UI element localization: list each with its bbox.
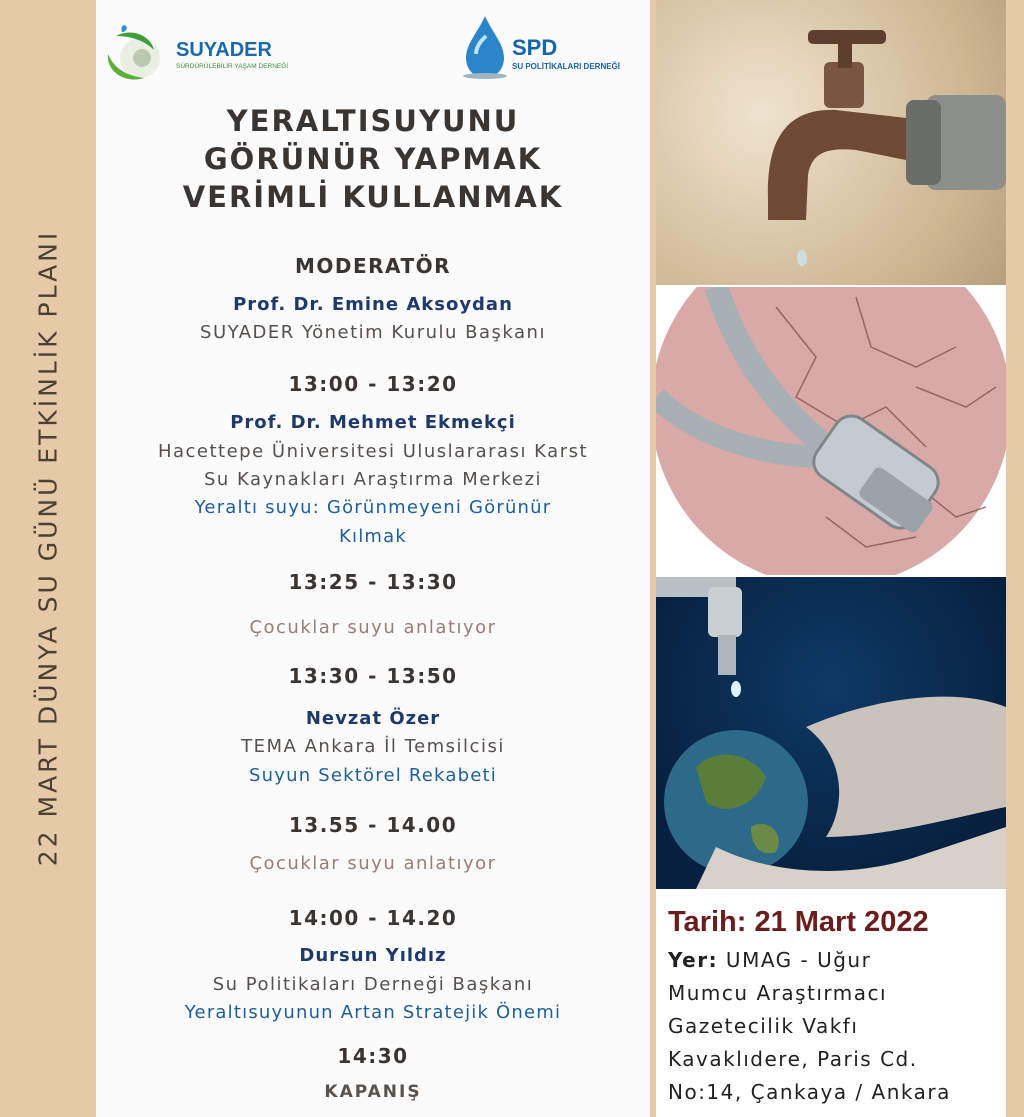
event-venue [668,944,951,1109]
suyader-name: SUYADER [176,39,272,61]
side-title: 22 MART DÜNYA SU GÜNÜ ETKİNLİK PLANI [33,229,63,867]
talk-topic: Kılmak [339,526,407,547]
moderator-name: Prof. Dr. Emine Aksoydan [233,294,513,315]
closing-label: KAPANIŞ [324,1082,422,1102]
talk-topic: Yeraltı suyu: Görünmeyeni Görünür [194,497,552,518]
session-time: 13:30 - 13:50 [288,664,458,688]
talk-topic: Suyun Sektörel Rekabeti [249,765,497,786]
title-line: GÖRÜNÜR YAPMAK [203,142,543,176]
title-line: YERALTISUYUNU [226,104,520,138]
venue-line: No:14, Çankaya / Ankara [668,1080,951,1104]
suyader-leaf-icon [100,24,172,86]
suyader-logo [100,24,288,86]
speaker-affiliation: Hacettepe Üniversitesi Uluslararası Karst [157,441,589,462]
speaker-name: Nevzat Özer [305,708,441,729]
venue-line: UMAG - Uğur [718,948,872,972]
moderator-heading: MODERATÖR [294,254,452,278]
event-date: Tarih: 21 Mart 2022 [668,906,929,938]
session-time: 13:00 - 13:20 [288,372,458,396]
moderator-role: SUYADER Yönetim Kurulu Başkanı [200,322,546,343]
speaker-name: Dursun Yıldız [299,945,447,966]
speaker-name: Prof. Dr. Mehmet Ekmekçi [230,412,516,433]
speaker-affiliation: Su Kaynakları Araştırma Merkezi [203,469,543,490]
earth-in-hands-photo [656,577,1006,889]
talk-topic: Yeraltısuyunun Artan Stratejik Önemi [184,1002,562,1023]
session-time: 13.55 - 14.00 [288,813,458,837]
water-tap-photo [656,0,1006,285]
venue-line: Kavaklıdere, Paris Cd. [668,1047,918,1071]
suyader-subtitle: SÜRDÜRÜLEBİLİR YAŞAM DERNEĞİ [176,63,289,70]
venue-line: Gazetecilik Vakfı [668,1014,859,1038]
session-time: 13:25 - 13:30 [288,570,458,594]
session-time: 14:30 [337,1044,409,1068]
cracked-earth-zipper-photo [656,287,1006,575]
session-activity: Çocuklar suyu anlatıyor [249,853,497,874]
venue-label: Yer: [668,948,719,972]
session-activity: Çocuklar suyu anlatıyor [249,617,497,638]
spd-logo [460,14,620,80]
speaker-affiliation: Su Politikaları Derneği Başkanı [212,974,534,995]
spd-subtitle: SU POLİTİKALARI DERNEĞİ [512,62,621,71]
title-line: VERİMLİ KULLANMAK [182,180,564,214]
water-drop-icon [460,14,510,80]
venue-line: Mumcu Araştırmacı [668,981,888,1005]
speaker-affiliation: TEMA Ankara İl Temsilcisi [241,736,505,757]
session-time: 14:00 - 14.20 [288,906,458,930]
spd-name: SPD [512,35,558,60]
